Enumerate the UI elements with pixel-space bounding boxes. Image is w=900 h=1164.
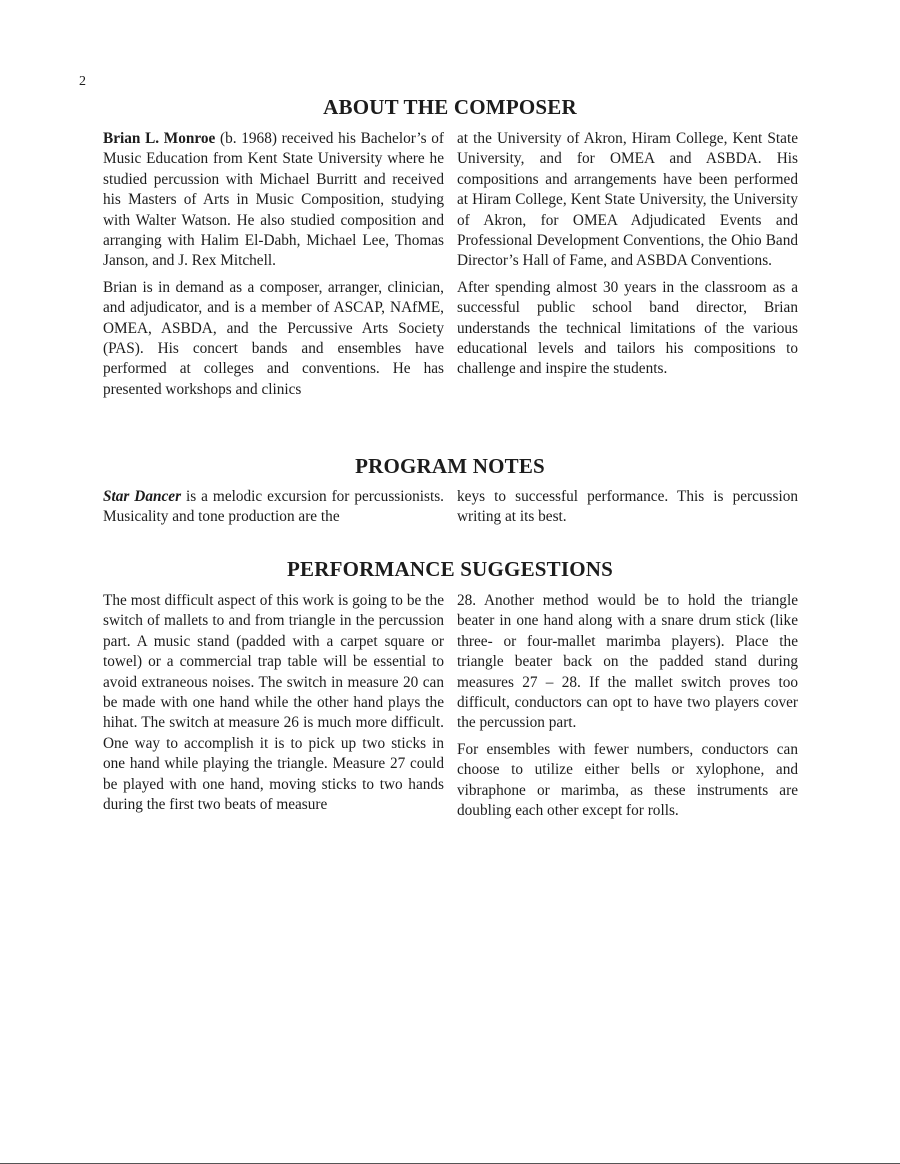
performance-suggestions-paragraph-3: For ensembles with fewer numbers, conductors can choose to utilize either bells or xylophone, and vibraphone or marimba, as these instruments are doubling each other except for rolls. [457,740,798,820]
performance-suggestions-right-column [457,591,798,821]
program-notes-left-column [103,487,444,528]
about-composer-paragraph-3: at the University of Akron, Hiram College, Kent State University, and for OMEA and ASBDA. His compositions and arrangements have been performed at Hiram College, Kent State University, the University of Akron, for OMEA Adjudicated Events and Professional Development Conventions, the Ohio Band Director’s Hall of Fame, and ASBDA Conventions. [457,130,798,270]
page-number: 2 [79,74,86,89]
about-composer-p1-text: (b. 1968) received his Bachelor’s of Music Education from Kent State University where he studied percussion with Michael Burritt and received his Masters of Arts in Music Composition, studying with Walter Watson. He also studied composition and arranging with Halim El-Dabh, Michael Lee, Thomas Janson, and J. Rex Mitchell. [103,130,445,270]
about-composer-paragraph-2: Brian is in demand as a composer, arranger, clinician, and adjudicator, and is a member of ASCAP, NAfME, OMEA, ASBDA, and the Percussive Arts Society (PAS). His concert bands and ensembles have performed at colleges and conventions. He has presented workshops and clinics [103,278,444,398]
program-notes-paragraph-2: keys to successful performance. This is percussion writing at its best. [457,488,798,526]
about-composer-right-column [457,129,798,380]
program-notes-p1-text: is a melodic excursion for percussionists. Musicality and tone production are the [103,488,445,526]
program-notes-paragraph-1 [103,487,444,528]
composer-name: Brian L. Monroe [103,130,216,147]
performance-suggestions-heading: PERFORMANCE SUGGESTIONS [286,557,614,581]
performance-suggestions-paragraph-2: 28. Another method would be to hold the triangle beater in one hand along with a snare drum stick (like three- or four-mallet marimba players). Place the triangle beater back on the padded stand during measures 27 – 28. If the mallet switch proves too difficult, conductors can opt to have two players cover the percussion part. [457,592,798,732]
program-notes-heading: PROGRAM NOTES [355,454,545,478]
about-composer-left-column [103,129,444,400]
about-composer-paragraph-4: After spending almost 30 years in the classroom as a successful public school band director, Brian understands the technical limitations of the various educational levels and tailors his compositions to challenge and inspire the students. [457,278,798,378]
performance-suggestions-paragraph-1: The most difficult aspect of this work is going to be the switch of mallets to and from triangle in the percussion part. A music stand (padded with a carpet square or towel) or a commercial trap table will be essential to avoid extraneous noises. The switch in measure 20 can be made with one hand while the other hand plays the hihat. The switch at measure 26 is much more difficult. One way to accomplish it is to pick up two sticks in one hand while playing the triangle. Measure 27 could be played with one hand, moving sticks to two hands during the first two beats of measure [103,592,444,814]
about-composer-heading: ABOUT THE COMPOSER [323,95,577,119]
program-notes-right-column [457,487,798,528]
work-title: Star Dancer [103,488,182,505]
about-composer-paragraph-1 [103,129,444,272]
performance-suggestions-left-column [103,591,444,815]
